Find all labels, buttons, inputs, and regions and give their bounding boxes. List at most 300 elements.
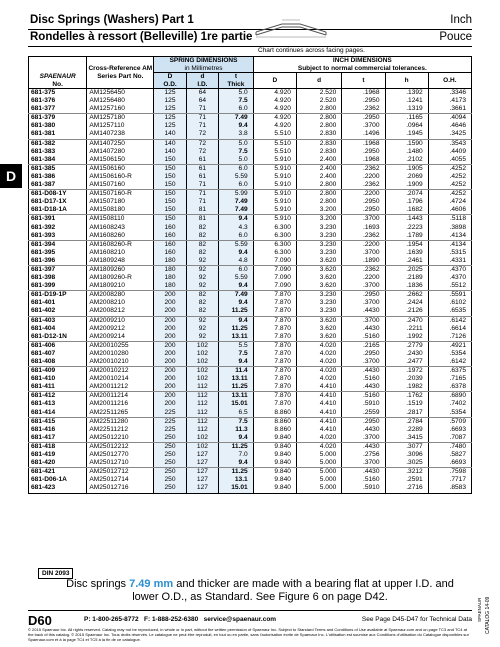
col-d: d xyxy=(186,73,218,81)
table-row xyxy=(29,105,472,114)
table-cell: .2950 xyxy=(342,417,385,426)
table-row xyxy=(29,392,472,401)
table-cell: 7.870 xyxy=(253,350,296,358)
table-cell: .2662 xyxy=(385,291,428,300)
table-cell: AM1407238 xyxy=(87,130,154,139)
col-inch-dims: INCH DIMENSIONS Subject to normal commercial tolerances. xyxy=(253,57,471,73)
table-cell: 8.860 xyxy=(253,426,296,434)
table-cell: 180 xyxy=(154,282,186,291)
table-cell: .4430 xyxy=(342,426,385,434)
table-cell: 6.0 xyxy=(219,232,254,241)
table-cell: 3.620 xyxy=(296,274,341,282)
table-cell: .4252 xyxy=(428,164,471,173)
table-cell: .0964 xyxy=(385,122,428,130)
table-row xyxy=(29,383,472,392)
table-cell: 681-412 xyxy=(29,392,87,401)
table-cell: .6375 xyxy=(428,367,471,376)
table-cell: 7.870 xyxy=(253,307,296,316)
table-cell: .1241 xyxy=(385,97,428,105)
table-cell: .4921 xyxy=(428,341,471,350)
table-cell: .2430 xyxy=(385,350,428,358)
table-cell: 11.25 xyxy=(219,383,254,392)
table-cell: 7.870 xyxy=(253,400,296,408)
table-cell: .4409 xyxy=(428,148,471,156)
table-cell: 681-421 xyxy=(29,468,87,477)
table-cell: 11.25 xyxy=(219,468,254,477)
table-cell: 7.870 xyxy=(253,316,296,325)
table-cell: .5910 xyxy=(342,400,385,408)
table-cell: .7598 xyxy=(428,468,471,477)
table-cell: 150 xyxy=(154,173,186,181)
table-cell: 127 xyxy=(186,468,218,477)
table-row xyxy=(29,224,472,232)
table-cell: .2362 xyxy=(342,181,385,190)
table-cell: .2200 xyxy=(342,274,385,282)
table-cell: 681-D19-1P xyxy=(29,291,87,300)
table-cell: 102 xyxy=(186,442,218,451)
page-number: D60 xyxy=(28,613,52,628)
disc-spring-table xyxy=(28,56,472,494)
table-cell: 225 xyxy=(154,426,186,434)
table-cell: .2470 xyxy=(385,316,428,325)
table-cell: 7.49 xyxy=(219,206,254,215)
table-cell: 11.25 xyxy=(219,442,254,451)
table-cell: .2126 xyxy=(385,307,428,316)
table-cell: 5.000 xyxy=(296,468,341,477)
table-cell: 150 xyxy=(154,156,186,165)
table-cell: 681-423 xyxy=(29,484,87,493)
table-cell: AM25012712 xyxy=(87,468,154,477)
table-cell: 5.910 xyxy=(253,190,296,199)
table-row xyxy=(29,417,472,426)
table-cell: 200 xyxy=(154,316,186,325)
table-cell: 200 xyxy=(154,375,186,383)
table-cell: 82 xyxy=(186,240,218,249)
table-cell: 150 xyxy=(154,215,186,224)
table-cell: 681-402 xyxy=(29,307,87,316)
table-cell: .5160 xyxy=(342,392,385,401)
table-cell: AM1809260 xyxy=(87,265,154,274)
table-cell: 112 xyxy=(186,417,218,426)
table-cell: .4331 xyxy=(428,257,471,266)
table-cell: .6378 xyxy=(428,383,471,392)
table-cell: 6.0 xyxy=(219,181,254,190)
table-cell: 681-418 xyxy=(29,442,87,451)
table-cell: .1796 xyxy=(385,198,428,206)
table-cell: 112 xyxy=(186,426,218,434)
table-cell: AM1257160 xyxy=(87,105,154,114)
table-cell: .6693 xyxy=(428,426,471,434)
table-cell: .1165 xyxy=(385,114,428,123)
table-cell: AM2009210 xyxy=(87,316,154,325)
table-cell: 2.520 xyxy=(296,97,341,105)
table-cell: 9.4 xyxy=(219,316,254,325)
table-cell: 82 xyxy=(186,232,218,241)
table-cell: .4094 xyxy=(428,114,471,123)
table-cell: 250 xyxy=(154,484,186,493)
table-cell: .2039 xyxy=(385,375,428,383)
table-cell: 9.4 xyxy=(219,459,254,468)
table-cell: 71 xyxy=(186,181,218,190)
table-cell: 681-401 xyxy=(29,299,87,307)
table-cell: 6.0 xyxy=(219,164,254,173)
table-cell: 5.910 xyxy=(253,181,296,190)
table-cell: 102 xyxy=(186,341,218,350)
table-cell: 7.870 xyxy=(253,358,296,367)
table-row xyxy=(29,148,472,156)
table-cell: 92 xyxy=(186,265,218,274)
table-cell: 9.4 xyxy=(219,215,254,224)
table-cell: .4430 xyxy=(342,468,385,477)
table-cell: 9.840 xyxy=(253,459,296,468)
table-cell: .2223 xyxy=(385,224,428,232)
table-cell: .6890 xyxy=(428,392,471,401)
table-cell: 2.830 xyxy=(296,139,341,148)
table-row xyxy=(29,274,472,282)
table-cell: 681-417 xyxy=(29,434,87,443)
table-cell: AM1507180 xyxy=(87,198,154,206)
table-cell: 180 xyxy=(154,257,186,266)
table-cell: 3.620 xyxy=(296,333,341,342)
table-cell: .1319 xyxy=(385,105,428,114)
table-cell: 102 xyxy=(186,358,218,367)
table-cell: AM1809260-R xyxy=(87,274,154,282)
table-cell: AM1809210 xyxy=(87,282,154,291)
table-cell: 11.25 xyxy=(219,325,254,333)
table-cell: 82 xyxy=(186,299,218,307)
table-cell: 7.5 xyxy=(219,148,254,156)
table-cell: 7.870 xyxy=(253,341,296,350)
table-row xyxy=(29,130,472,139)
table-cell: .4646 xyxy=(428,122,471,130)
table-cell: 82 xyxy=(186,291,218,300)
table-cell: .7717 xyxy=(428,476,471,484)
table-cell: .6142 xyxy=(428,316,471,325)
col-inch-h: h xyxy=(385,73,428,89)
side-brand: SPAENAUR xyxy=(477,597,482,622)
table-cell: .7402 xyxy=(428,400,471,408)
table-cell: .1982 xyxy=(385,383,428,392)
table-cell: 681-382 xyxy=(29,139,87,148)
table-cell: 3.230 xyxy=(296,232,341,241)
table-cell: .4430 xyxy=(342,325,385,333)
table-row xyxy=(29,156,472,165)
table-cell: 681-385 xyxy=(29,164,87,173)
table-cell: 2.520 xyxy=(296,89,341,98)
table-cell: .5591 xyxy=(428,291,471,300)
table-cell: 6.0 xyxy=(219,105,254,114)
table-row xyxy=(29,215,472,224)
table-row xyxy=(29,190,472,199)
table-row xyxy=(29,122,472,130)
table-cell: AM1508180 xyxy=(87,206,154,215)
table-cell: 180 xyxy=(154,274,186,282)
table-cell: .3661 xyxy=(428,105,471,114)
table-cell: 6.5 xyxy=(219,409,254,418)
table-cell: AM1507160 xyxy=(87,181,154,190)
table-cell: .3425 xyxy=(428,130,471,139)
table-cell: .1968 xyxy=(342,139,385,148)
table-cell: 5.910 xyxy=(253,215,296,224)
table-cell: 9.4 xyxy=(219,249,254,257)
col-D: D xyxy=(154,73,186,81)
table-cell: 7.870 xyxy=(253,392,296,401)
table-cell: 5.000 xyxy=(296,484,341,493)
table-cell: .1905 xyxy=(385,164,428,173)
table-row xyxy=(29,299,472,307)
table-cell: AM1608260-R xyxy=(87,240,154,249)
table-cell: 15.01 xyxy=(219,484,254,493)
table-cell: 4.410 xyxy=(296,392,341,401)
table-cell: 681-411 xyxy=(29,383,87,392)
table-cell: 2.400 xyxy=(296,164,341,173)
table-row xyxy=(29,484,472,493)
table-cell: 200 xyxy=(154,358,186,367)
table-cell: 82 xyxy=(186,307,218,316)
table-cell: 150 xyxy=(154,181,186,190)
col-t: t xyxy=(219,73,254,81)
table-cell: 5.0 xyxy=(219,139,254,148)
table-cell: .1480 xyxy=(385,148,428,156)
table-cell: 681-397 xyxy=(29,265,87,274)
table-cell: .7087 xyxy=(428,434,471,443)
table-cell: .1693 xyxy=(342,224,385,232)
table-cell: 127 xyxy=(186,451,218,459)
table-cell: 7.090 xyxy=(253,265,296,274)
table-cell: .2950 xyxy=(342,350,385,358)
table-cell: .1682 xyxy=(385,206,428,215)
table-cell: .3212 xyxy=(385,468,428,477)
table-cell: AM25012770 xyxy=(87,451,154,459)
table-cell: 9.840 xyxy=(253,451,296,459)
table-cell: 681-380 xyxy=(29,122,87,130)
table-cell: AM2008280 xyxy=(87,291,154,300)
table-cell: 9.4 xyxy=(219,282,254,291)
table-cell: .2200 xyxy=(342,190,385,199)
table-cell: 5.0 xyxy=(219,89,254,98)
table-cell: 7.0 xyxy=(219,451,254,459)
table-cell: AM1257180 xyxy=(87,114,154,123)
table-cell: 681-407 xyxy=(29,350,87,358)
footer xyxy=(28,610,472,628)
table-cell: .4606 xyxy=(428,206,471,215)
table-row xyxy=(29,198,472,206)
table-cell: AM20010212 xyxy=(87,367,154,376)
table-cell: 61 xyxy=(186,156,218,165)
table-cell: 3.620 xyxy=(296,265,341,274)
section-tab: D xyxy=(0,164,22,188)
table-cell: .3077 xyxy=(385,442,428,451)
table-cell: 4.8 xyxy=(219,257,254,266)
table-cell: 681-D18-1A xyxy=(29,206,87,215)
table-cell: AM1809248 xyxy=(87,257,154,266)
table-cell: .2211 xyxy=(385,325,428,333)
table-cell: 11.3 xyxy=(219,426,254,434)
table-cell: 9.840 xyxy=(253,434,296,443)
table-cell: 5.0 xyxy=(219,156,254,165)
col-thick: Thick xyxy=(219,81,254,89)
table-cell: .3700 xyxy=(342,459,385,468)
table-cell: 5.59 xyxy=(219,173,254,181)
table-cell: 200 xyxy=(154,383,186,392)
table-cell: .2756 xyxy=(342,451,385,459)
col-ID: I.D. xyxy=(186,81,218,89)
table-cell: 9.4 xyxy=(219,299,254,307)
table-cell: AM1507160-R xyxy=(87,190,154,199)
table-cell: 3.230 xyxy=(296,307,341,316)
table-cell: 681-386 xyxy=(29,173,87,181)
table-cell: AM22511280 xyxy=(87,417,154,426)
table-cell: 7.870 xyxy=(253,375,296,383)
table-cell: .3700 xyxy=(342,282,385,291)
contact-info: P: 1-800-265-8772 F: 1-888-252-6380 service@spaenaur.com xyxy=(84,616,277,623)
catalog-number: CATALOG 14-09 xyxy=(485,596,491,634)
table-cell: .2950 xyxy=(342,97,385,105)
table-row xyxy=(29,468,472,477)
table-cell: 681-D08-1Y xyxy=(29,190,87,199)
table-cell: .1972 xyxy=(385,367,428,376)
col-spaenaur: SPAENAUR No. xyxy=(29,57,87,89)
table-cell: 4.410 xyxy=(296,426,341,434)
table-row xyxy=(29,257,472,266)
table-cell: AM25012210 xyxy=(87,434,154,443)
table-cell: .5160 xyxy=(342,476,385,484)
table-cell: 2.830 xyxy=(296,148,341,156)
table-cell: .3700 xyxy=(342,434,385,443)
table-cell: 2.800 xyxy=(296,105,341,114)
table-cell: 13.1 xyxy=(219,476,254,484)
table-cell: 7.49 xyxy=(219,291,254,300)
table-cell: 160 xyxy=(154,224,186,232)
table-cell: .6535 xyxy=(428,307,471,316)
table-cell: .3025 xyxy=(385,459,428,468)
legal-text: © 2015 Spaenaur Inc. All rights reserved. Catalog may not be reproduced, in whole or in part, without the written permission of Spaenaur Inc. Subject to Standard Terms and Conditions of Use available at Spaenaur.com and on page TC3 and TC4 at the back of this catalog. © 2015 Spaenaur Inc. Tous droits réservés. Le catalogue ne peut être reproduit, en tout ou en partie, sans l'autorisation écrite de Spaenaur Inc. L'utilisation est soumise aux Conditions d'utilisation du Catalogue disponibles sur Spaenaur.com et à la page TC4 et TC5 à la fin de ce catalogue. xyxy=(28,627,469,642)
table-cell: 6.300 xyxy=(253,232,296,241)
table-row xyxy=(29,459,472,468)
table-cell: 4.410 xyxy=(296,409,341,418)
table-cell: .5160 xyxy=(342,333,385,342)
table-cell: 5.5 xyxy=(219,341,254,350)
table-cell: AM20010255 xyxy=(87,341,154,350)
table-cell: 681-419 xyxy=(29,451,87,459)
table-cell: 681-406 xyxy=(29,341,87,350)
table-cell: 4.3 xyxy=(219,224,254,232)
table-cell: .1992 xyxy=(385,333,428,342)
table-row xyxy=(29,442,472,451)
table-cell: .6142 xyxy=(428,358,471,367)
table-cell: .4134 xyxy=(428,240,471,249)
col-inch-d: d xyxy=(296,73,341,89)
table-cell: 200 xyxy=(154,367,186,376)
table-cell: 200 xyxy=(154,325,186,333)
table-cell: AM1407280 xyxy=(87,148,154,156)
table-cell: 8.860 xyxy=(253,417,296,426)
table-cell: 6.300 xyxy=(253,240,296,249)
table-cell: 681-399 xyxy=(29,282,87,291)
table-cell: 5.910 xyxy=(253,206,296,215)
table-cell: 5.000 xyxy=(296,451,341,459)
table-cell: 127 xyxy=(186,459,218,468)
page-title-fr: Rondelles à ressort (Belleville) 1re partie xyxy=(30,31,253,43)
table-cell: 5.99 xyxy=(219,190,254,199)
table-row xyxy=(29,325,472,333)
table-cell: .5910 xyxy=(342,484,385,493)
table-cell: .2591 xyxy=(385,476,428,484)
table-cell: 5.910 xyxy=(253,164,296,173)
table-cell: .4252 xyxy=(428,181,471,190)
table-row xyxy=(29,409,472,418)
table-cell: 4.020 xyxy=(296,358,341,367)
table-cell: 82 xyxy=(186,224,218,232)
table-cell: 200 xyxy=(154,299,186,307)
table-cell: 200 xyxy=(154,333,186,342)
unit-label: Inch xyxy=(450,14,472,26)
table-cell: .1639 xyxy=(385,249,428,257)
table-cell: .2074 xyxy=(385,190,428,199)
table-cell: .4430 xyxy=(342,442,385,451)
table-cell: .1890 xyxy=(342,257,385,266)
table-cell: AM22511212 xyxy=(87,426,154,434)
table-cell: .2784 xyxy=(385,417,428,426)
table-cell: 4.920 xyxy=(253,89,296,98)
table-cell: .3700 xyxy=(342,215,385,224)
table-cell: 64 xyxy=(186,89,218,98)
table-cell: 250 xyxy=(154,476,186,484)
table-cell: 81 xyxy=(186,206,218,215)
table-cell: 7.090 xyxy=(253,274,296,282)
table-cell: .4430 xyxy=(342,367,385,376)
table-row xyxy=(29,375,472,383)
table-cell: .6614 xyxy=(428,325,471,333)
continued-note: Chart continues across facing pages. xyxy=(258,47,365,54)
table-cell: 13.11 xyxy=(219,333,254,342)
table-cell: 200 xyxy=(154,341,186,350)
table-row xyxy=(29,206,472,215)
table-cell: 4.020 xyxy=(296,367,341,376)
table-cell: 681-383 xyxy=(29,148,87,156)
table-cell: .2362 xyxy=(342,105,385,114)
table-cell: .2477 xyxy=(385,358,428,367)
table-cell: 150 xyxy=(154,190,186,199)
table-cell: 4.020 xyxy=(296,375,341,383)
table-cell: .3096 xyxy=(385,451,428,459)
table-cell: 4.920 xyxy=(253,105,296,114)
table-cell: AM1256450 xyxy=(87,89,154,98)
table-cell: 150 xyxy=(154,198,186,206)
page-title: Disc Springs (Washers) Part 1 xyxy=(30,14,194,26)
table-cell: 125 xyxy=(154,122,186,130)
table-cell: .2424 xyxy=(385,299,428,307)
table-cell: .3543 xyxy=(428,139,471,148)
table-row xyxy=(29,240,472,249)
col-inch-oh: O.H. xyxy=(428,73,471,89)
table-row xyxy=(29,426,472,434)
table-cell: 160 xyxy=(154,240,186,249)
table-cell: 3.230 xyxy=(296,249,341,257)
table-cell: 102 xyxy=(186,350,218,358)
table-cell: .2362 xyxy=(342,232,385,241)
table-cell: 5.510 xyxy=(253,139,296,148)
table-cell: .6102 xyxy=(428,299,471,307)
table-cell: .2817 xyxy=(385,409,428,418)
table-cell: 72 xyxy=(186,130,218,139)
table-cell: 681-392 xyxy=(29,224,87,232)
table-row xyxy=(29,350,472,358)
table-cell: 681-381 xyxy=(29,130,87,139)
table-cell: .1590 xyxy=(385,139,428,148)
table-cell: .3898 xyxy=(428,224,471,232)
table-cell: 250 xyxy=(154,434,186,443)
